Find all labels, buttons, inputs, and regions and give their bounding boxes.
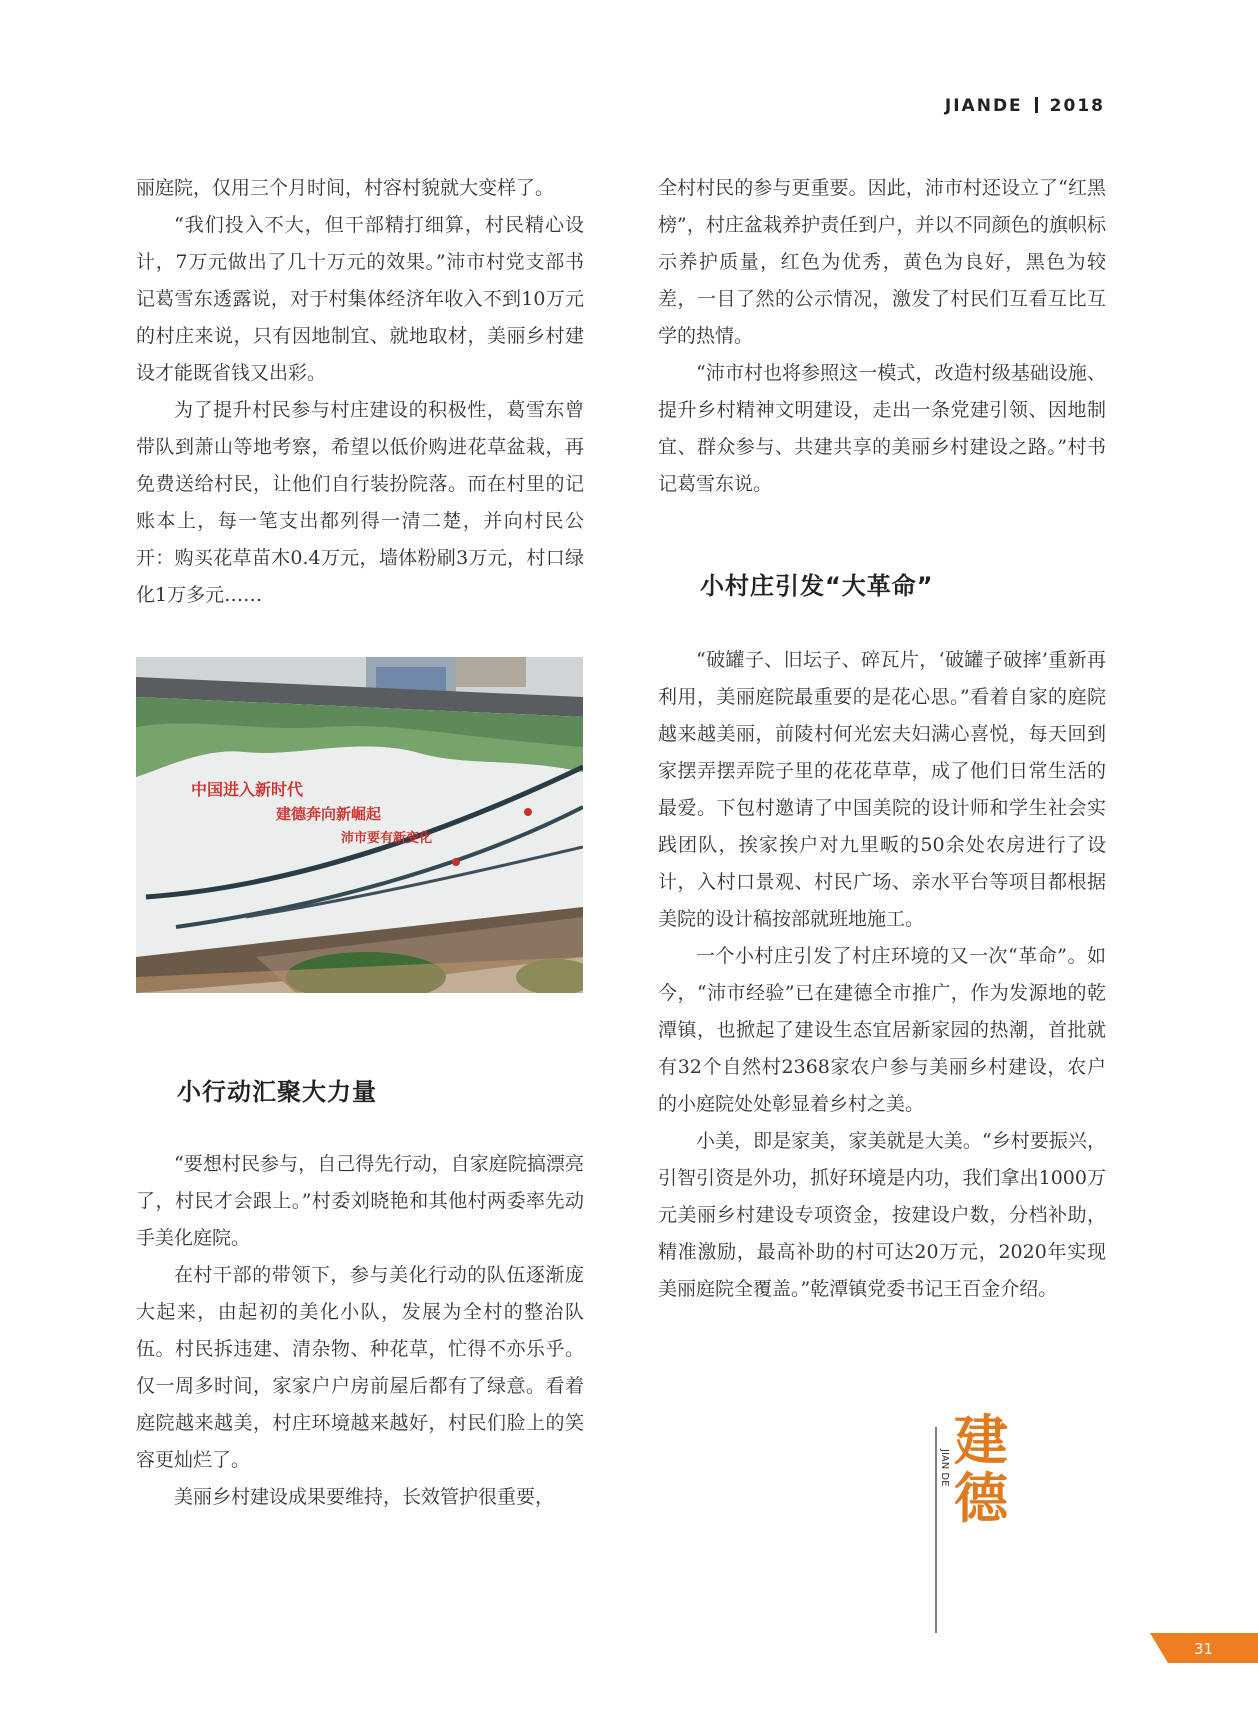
paragraph: “沛市村也将参照这一模式，改造村级基础设施、提升乡村精神文明建设，走出一条党建引领、因地制宜、群众参与、共建共享的美丽乡村建设之路。”村书记葛雪东说。	[658, 362, 1106, 495]
logo-char-1: 建	[954, 1408, 1008, 1472]
paragraph: “我们投入不大，但干部精打细算，村民精心设计，7万元做出了几十万元的效果。”沛市村党支部书记葛雪东透露说，对于村集体经济年收入不到10万元的村庄来说，只有因地制宜、就地取材，美丽乡村建设才能既省钱又出彩。	[136, 214, 584, 384]
paragraph: 小美，即是家美，家美就是大美。“乡村要振兴，引智引资是外功，抓好环境是内功，我们拿出1000万元美丽乡村建设专项资金，按建设户数，分档补助，精准激励，最高补助的村可达20万元，2020年实现美丽庭院全覆盖。”乾潭镇党委书记王百金介绍。	[658, 1130, 1106, 1300]
paragraph: 一个小村庄引发了村庄环境的又一次“革命”。如今，“沛市经验”已在建德全市推广，作为发源地的乾潭镇，也掀起了建设生态宜居新家园的热潮，首批就有32个自然村2368家农户参与美丽乡村建设，农户的小庭院处处彰显着乡村之美。	[658, 945, 1106, 1115]
paragraph: 为了提升村民参与村庄建设的积极性，葛雪东曾带队到萧山等地考察，希望以低价购进花草盆栽，再免费送给村民，让他们自行装扮院落。而在村里的记账本上，每一笔支出都列得一清二楚，并向村民公开：购买花草苗木0.4万元，墙体粉刷3万元，村口绿化1万多元……	[136, 399, 584, 606]
logo-char-2: 德	[954, 1466, 1008, 1530]
mural-slogan-1: 中国进入新时代	[191, 780, 304, 799]
left-column-bottom	[136, 1146, 584, 1516]
paragraph: “要想村民参与，自己得先行动，自家庭院搞漂亮了，村民才会跟上。”村委刘晓艳和其他村两委率先动手美化庭院。	[136, 1153, 584, 1249]
right-column-top	[658, 170, 1106, 503]
paragraph: 全村村民的参与更重要。因此，沛市村还设立了“红黑榜”，村庄盆栽养护责任到户，并以不同颜色的旗帜标示养护质量，红色为优秀，黄色为良好，黑色为较差，一目了然的公示情况，激发了村民们互看互比互学的热情。	[658, 177, 1106, 347]
page-number-shape	[1150, 1633, 1258, 1663]
header-separator	[1035, 97, 1038, 113]
paragraph: 在村干部的带领下，参与美化行动的队伍逐渐庞大起来，由起初的美化小队，发展为全村的整治队伍。村民拆违建、清杂物、种花草，忙得不亦乐乎。仅一周多时间，家家户户房前屋后都有了绿意。看着庭院越来越美，村庄环境越来越好，村民们脸上的笑容更灿烂了。	[136, 1264, 584, 1471]
logo-graphic	[920, 1397, 1020, 1637]
jiande-calligraphy-logo	[920, 1397, 1020, 1637]
photo-illustration	[136, 657, 583, 993]
header-brand: JIANDE	[944, 96, 1023, 116]
section-heading-left: 小行动汇聚大力量	[177, 1078, 377, 1106]
logo-roman: JIAN DE	[939, 1449, 950, 1487]
page-number-tab	[1150, 1633, 1258, 1663]
left-column-top	[136, 170, 584, 614]
page-number: 31	[1194, 1640, 1214, 1658]
paragraph: 美丽乡村建设成果要维持，长效管护很重要，	[174, 1486, 555, 1508]
paragraph: 丽庭院，仅用三个月时间，村容村貌就大变样了。	[136, 177, 555, 199]
mural-slogan-2: 建德奔向新崛起	[276, 805, 382, 823]
running-header	[945, 96, 1105, 116]
paragraph: “破罐子、旧坛子、碎瓦片，‘破罐子破摔’重新再利用，美丽庭院最重要的是花心思。”看着自家的庭院越来越美丽，前陵村何光宏夫妇满心喜悦，每天回到家摆弄摆弄院子里的花花草草，成了他们日常生活的最爱。下包村邀请了中国美院的设计师和学生社会实践团队，挨家挨户对九里畈的50余处农房进行了设计，入村口景观、村民广场、亲水平台等项目都根据美院的设计稿按部就班地施工。	[658, 649, 1106, 930]
mural-slogan-3: 沛市要有新变化	[341, 831, 433, 846]
right-column-bottom	[658, 642, 1106, 1308]
section-heading-right: 小村庄引发“大革命”	[700, 572, 934, 600]
wall-mural-photo	[136, 657, 583, 993]
header-year: 2018	[1049, 96, 1105, 116]
